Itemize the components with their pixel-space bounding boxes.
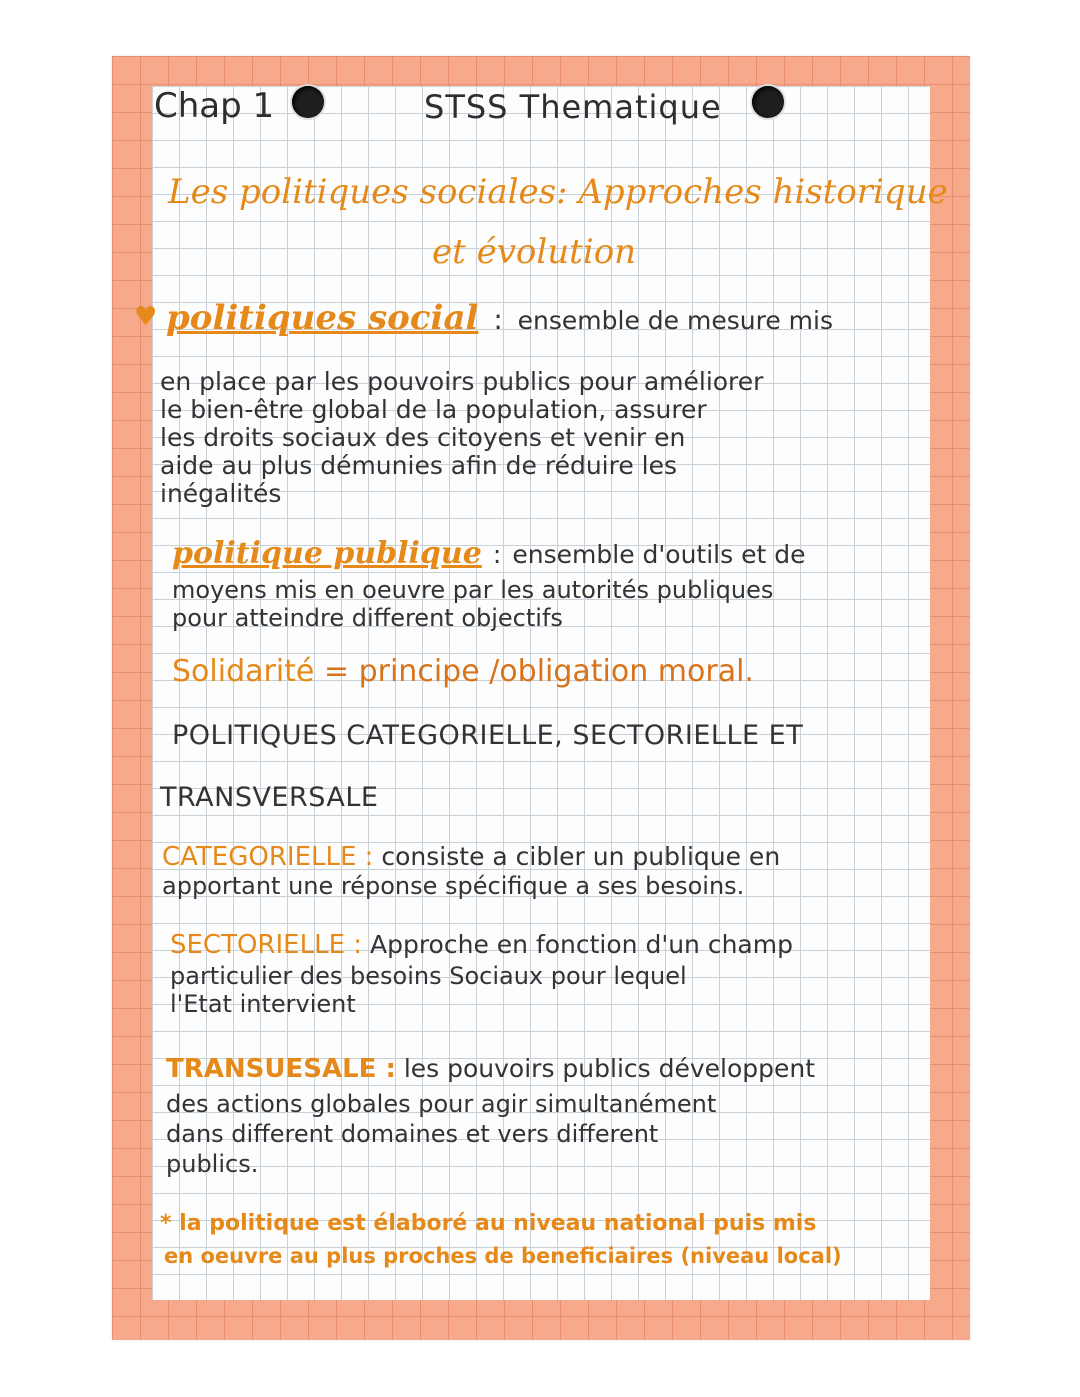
term-sectorielle: SECTORIELLE : bbox=[170, 930, 363, 960]
definition-line: le bien-être global de la population, assurer bbox=[160, 395, 707, 424]
definition-line: en place par les pouvoirs publics pour améliorer bbox=[160, 367, 764, 396]
term-politiques-social: politiques social bbox=[166, 298, 479, 338]
term-separator: : bbox=[493, 303, 503, 336]
definition-categorielle bbox=[162, 842, 780, 872]
definition-line: apportant une réponse spécifique a ses besoins. bbox=[162, 872, 745, 900]
definition-line: aide au plus démunies afin de réduire les bbox=[160, 451, 678, 480]
definition-text: les pouvoirs publics développent bbox=[403, 1054, 816, 1083]
term-categorielle: CATEGORIELLE : bbox=[162, 842, 374, 872]
definition-line: les droits sociaux des citoyens et venir en bbox=[160, 423, 686, 452]
definition-line: inégalités bbox=[160, 479, 282, 508]
policy-types-heading-line-2: TRANSVERSALE bbox=[160, 782, 379, 813]
definition-text: ensemble d'outils et de bbox=[512, 540, 806, 569]
policy-types-heading-line-1: POLITIQUES CATEGORIELLE, SECTORIELLE ET bbox=[172, 720, 804, 751]
definition-text: Approche en fonction d'un champ bbox=[369, 930, 793, 959]
definition-line: particulier des besoins Sociaux pour lequel bbox=[170, 962, 687, 990]
definition-line: l'Etat intervient bbox=[170, 990, 356, 1018]
definition-text: consiste a cibler un publique en bbox=[381, 842, 781, 871]
term-politique-publique: politique publique bbox=[172, 536, 482, 571]
term-separator: : bbox=[492, 540, 502, 569]
subject-label: STSS Thematique bbox=[424, 88, 722, 126]
note-line: en oeuvre au plus proches de beneficiaires (niveau local) bbox=[164, 1244, 842, 1268]
term-solidarite: Solidarité bbox=[172, 654, 315, 689]
definition-sectorielle bbox=[170, 930, 793, 960]
solidarite-definition: = principe /obligation moral. bbox=[314, 654, 754, 689]
page-title-line-1: Les politiques sociales: Approches historique bbox=[168, 172, 948, 212]
definition-solidarite bbox=[172, 654, 754, 689]
binder-hole-right bbox=[752, 86, 784, 118]
definition-politique-publique bbox=[172, 536, 805, 571]
note-line: * la politique est élaboré au niveau national puis mis bbox=[160, 1211, 817, 1236]
definition-line: publics. bbox=[166, 1150, 259, 1178]
definition-text: ensemble de mesure mis bbox=[517, 306, 833, 335]
definition-line: pour atteindre different objectifs bbox=[172, 604, 563, 632]
chapter-label: Chap 1 bbox=[154, 86, 275, 126]
definition-line: dans different domaines et vers different bbox=[166, 1120, 659, 1148]
definition-line: moyens mis en oeuvre par les autorités publiques bbox=[172, 576, 774, 604]
definition-transversale bbox=[166, 1054, 815, 1084]
page-title-line-2: et évolution bbox=[432, 232, 637, 272]
heart-icon: ♥ bbox=[134, 302, 158, 332]
definition-line: des actions globales pour agir simultanément bbox=[166, 1090, 717, 1118]
binder-hole-left bbox=[292, 86, 324, 118]
term-transversale: TRANSUESALE : bbox=[166, 1054, 396, 1084]
definition-politiques-social bbox=[166, 298, 833, 338]
